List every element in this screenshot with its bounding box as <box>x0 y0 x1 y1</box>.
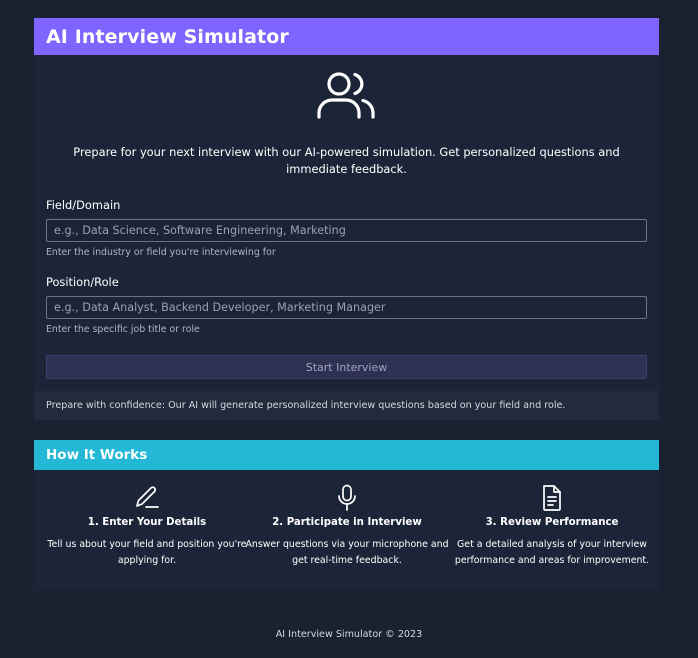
field-domain-input[interactable] <box>46 219 647 242</box>
step-title: 1. Enter Your Details <box>87 517 207 528</box>
page-footer: AI Interview Simulator © 2023 <box>275 629 423 640</box>
step-title: 2. Participate in Interview <box>272 517 422 528</box>
position-role-hint: Enter the specific job title or role <box>46 324 200 335</box>
how-it-works-title: How It Works <box>46 447 148 463</box>
step-description: Get a detailed analysis of your interview performance and areas for improvement. <box>454 539 650 566</box>
position-role-label: Position/Role <box>46 275 119 289</box>
step-description: Tell us about your field and position you're applying for. <box>47 539 247 566</box>
field-domain-hint: Enter the industry or field you're interviewing for <box>46 247 276 258</box>
card-note: Prepare with confidence: Our AI will generate personalized interview questions based on your field and role. <box>34 391 659 420</box>
microphone-icon <box>334 484 360 512</box>
card-header <box>34 18 659 55</box>
page-title: AI Interview Simulator <box>46 25 289 48</box>
step-title: 3. Review Performance <box>485 517 619 528</box>
field-domain-label: Field/Domain <box>46 198 121 212</box>
intro-text: Prepare for your next interview with our AI-powered simulation. Get personalized questions and immediate feedback. <box>73 145 620 176</box>
position-role-input[interactable] <box>46 296 647 319</box>
document-icon <box>539 484 565 512</box>
pencil-icon <box>134 484 160 512</box>
how-it-works-header <box>34 440 659 470</box>
step-description: Answer questions via your microphone and get real-time feedback. <box>245 539 449 566</box>
how-it-works-section <box>34 440 659 590</box>
simulator-card <box>34 18 659 420</box>
users-icon <box>316 70 376 122</box>
start-interview-button[interactable]: Start Interview <box>46 355 647 379</box>
